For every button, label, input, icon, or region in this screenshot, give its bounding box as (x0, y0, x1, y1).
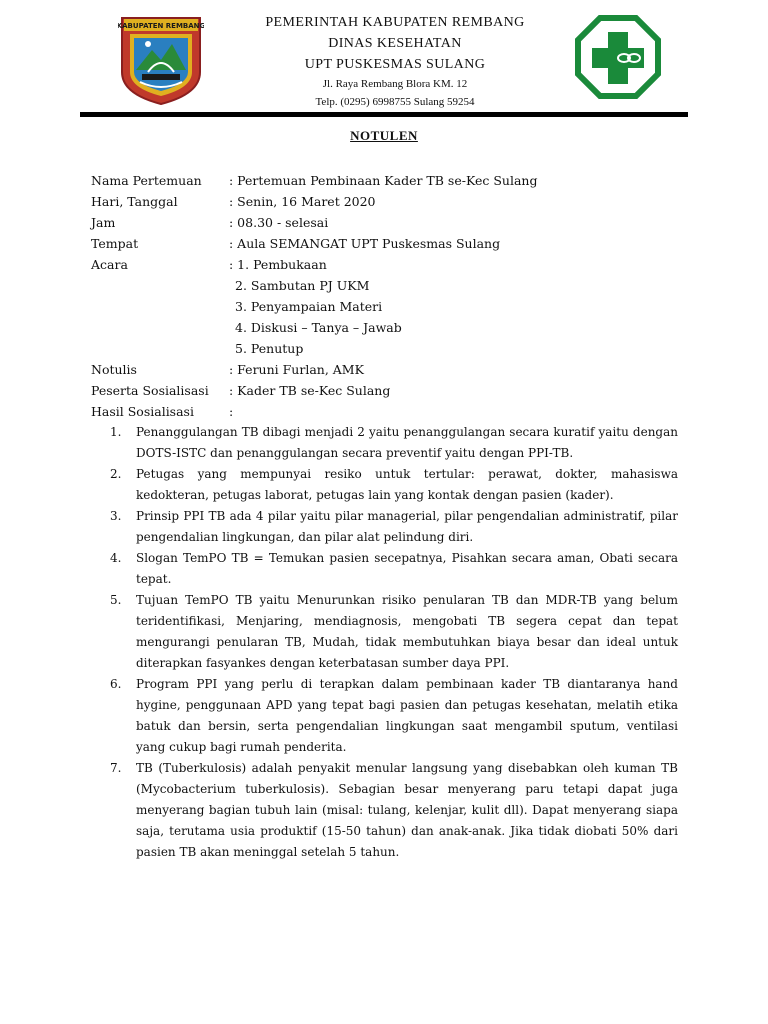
agenda-item-text: 2. Sambutan PJ UKM (235, 278, 370, 293)
info-value: : Feruni Furlan, AMK (229, 362, 364, 377)
meeting-info (91, 170, 691, 422)
list-item-text: Tujuan TemPO TB yaitu Menurunkan risiko penularan TB dan MDR-TB yang belum teridentifikasi, Menjaring, mendiagnosis, mengobati TB segera cepat dan tepat mengurangi penularan TB, Mudah, tidak membutuhkan biaya besar dan ideal untuk diterapkan fasyankes dengan keterbatasan sumber daya PPI. (136, 593, 678, 670)
results-list (110, 422, 678, 863)
agenda-item (91, 338, 691, 359)
rembang-logo (118, 14, 204, 106)
info-value: : Senin, 16 Maret 2020 (229, 194, 376, 209)
list-item (110, 422, 678, 464)
header-divider (80, 112, 688, 117)
info-label: Hasil Sosialisasi (91, 404, 194, 419)
info-row-results (91, 401, 691, 422)
letterhead-address: Jl. Raya Rembang Blora KM. 12 (322, 78, 468, 90)
list-item-text: Petugas yang mempunyai resiko untuk tertular: perawat, dokter, mahasiswa kedokteran, petugas laborat, petugas lain yang kontak dengan pasien (kader). (136, 467, 678, 502)
list-item (110, 758, 678, 863)
letterhead (215, 12, 575, 111)
agenda-item-text: 4. Diskusi – Tanya – Jawab (235, 320, 402, 335)
info-label: Tempat (91, 236, 139, 251)
info-value: : Kader TB se-Kec Sulang (229, 383, 391, 398)
agenda-item (91, 296, 691, 317)
info-row-time (91, 212, 691, 233)
info-row-participants (91, 380, 691, 401)
info-row-meeting-name (91, 170, 691, 191)
info-value: : Aula SEMANGAT UPT Puskesmas Sulang (229, 236, 501, 251)
agenda-item-text: 3. Penyampaian Materi (235, 299, 383, 314)
list-item-text: Program PPI yang perlu di terapkan dalam pembinaan kader TB diantaranya hand hygine, penggunaan APD yang tepat bagi pasien dan petugas kesehatan, melatih etika batuk dan bersin, serta pengendalian lingkungan saat mengambil sputum, ventilasi yang cukup bagi rumah penderita. (136, 677, 678, 754)
info-label: Hari, Tanggal (91, 194, 178, 209)
list-item-number: 7. (110, 761, 122, 775)
info-label: Acara (91, 257, 128, 272)
agenda-item-text: 5. Penutup (235, 341, 304, 356)
letterhead-line-department: DINAS KESEHATAN (328, 36, 462, 51)
letterhead-phone: Telp. (0295) 6998755 Sulang 59254 (315, 96, 475, 108)
list-item-text: Slogan TemPO TB = Temukan pasien secepatnya, Pisahkan secara aman, Obati secara tepat. (136, 551, 678, 586)
info-row-note-taker (91, 359, 691, 380)
info-label: Peserta Sosialisasi (91, 383, 209, 398)
list-item-number: 5. (110, 593, 122, 607)
list-item (110, 506, 678, 548)
agenda-item (91, 317, 691, 338)
list-item (110, 590, 678, 674)
info-label: Nama Pertemuan (91, 173, 202, 188)
list-item (110, 548, 678, 590)
letterhead-line-unit: UPT PUSKESMAS SULANG (304, 57, 486, 72)
list-item (110, 674, 678, 758)
list-item-number: 6. (110, 677, 122, 691)
info-label: Notulis (91, 362, 137, 377)
list-item-text: Prinsip PPI TB ada 4 pilar yaitu pilar managerial, pilar pengendalian administratif, pilar pengendalian lingkungan, dan pilar alat pelindung diri. (136, 509, 678, 544)
list-item-number: 2. (110, 467, 122, 481)
document-title: NOTULEN (350, 128, 418, 143)
list-item-text: TB (Tuberkulosis) adalah penyakit menular langsung yang disebabkan oleh kuman TB (Mycobacterium tuberkulosis). Sebagian besar menyerang paru tetapi dapat juga menyerang bagian tubuh lain (misal: tulang, kelenjar, kulit dll). Dapat menyerang siapa saja, terutama usia produktif (15-50 tahun) dan anak-anak. Jika tidak diobati 50% dari pasien TB akan meninggal setelah 5 tahun. (136, 761, 678, 859)
list-item-number: 3. (110, 509, 122, 523)
letterhead-line-government: PEMERINTAH KABUPATEN REMBANG (265, 15, 525, 30)
info-row-agenda (91, 254, 691, 275)
info-value: : 08.30 - selesai (229, 215, 329, 230)
list-item-text: Penanggulangan TB dibagi menjadi 2 yaitu penanggulangan secara kuratif yaitu dengan DOTS-ISTC dan penanggulangan secara preventif yaitu dengan PPI-TB. (136, 425, 678, 460)
info-label: Jam (91, 215, 116, 230)
info-value: : 1. Pembukaan (229, 257, 327, 272)
info-value: : Pertemuan Pembinaan Kader TB se-Kec Sulang (229, 173, 538, 188)
info-row-date (91, 191, 691, 212)
puskesmas-logo (574, 14, 662, 100)
info-row-place (91, 233, 691, 254)
list-item (110, 464, 678, 506)
list-item-number: 1. (110, 425, 122, 439)
info-value: : (229, 404, 234, 419)
list-item-number: 4. (110, 551, 122, 565)
rembang-logo-text: KABUPATEN REMBANG (118, 22, 204, 30)
agenda-item (91, 275, 691, 296)
